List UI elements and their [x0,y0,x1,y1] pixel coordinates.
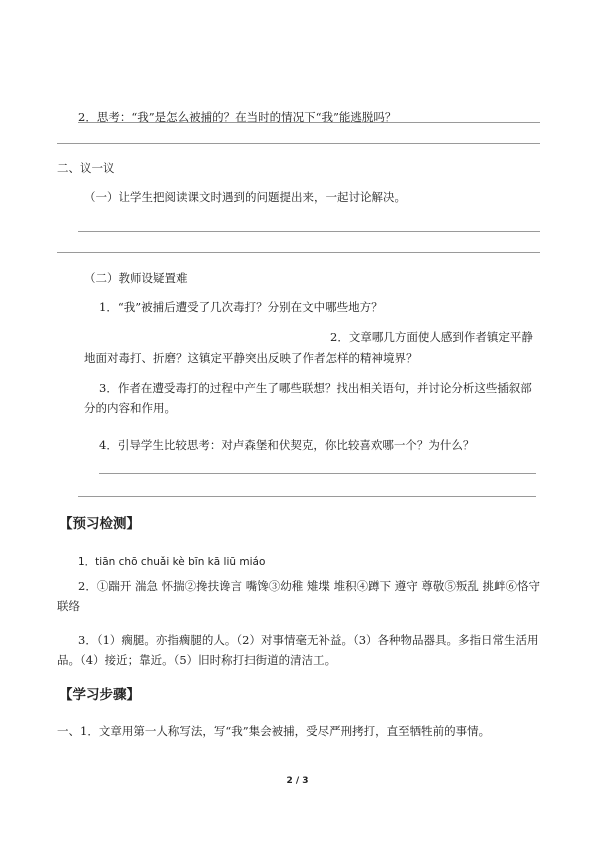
answer-line [78,231,540,232]
discuss-question-2-line2: 地面对毒打、折磨？这镇定平静突出反映了作者怎样的精神境界？ [84,351,418,365]
answer-3-definitions: 3．（1）瘸腿。亦指瘸腿的人。（2）对事情毫无补益。（3）各种物品器具。多指日常生活用品。（4）接近；靠近。（5）旧时称打扫街道的清洁工。 [57,633,539,667]
discuss-part-1: （一）让学生把阅读课文时遇到的问题提出来，一起讨论解决。 [84,190,406,204]
discuss-part-2-title: （二）教师设疑置难 [84,271,188,285]
discuss-question-1: 1．“我”被捕后遭受了几次毒打？分别在文中哪些地方？ [99,300,383,314]
answer-line [57,143,540,144]
section-discuss-title: 二、议一议 [57,161,115,175]
answer-line [78,122,540,123]
page-number: 2 / 3 [286,776,309,786]
answer-line [57,252,540,253]
learning-steps-heading: 【学习步骤】 [59,687,140,703]
answer-2-words: 2．①踹开 湍急 怀揣②搀扶谗言 嘴馋③幼稚 雉堞 堆积④蹲下 遵守 尊敬⑤叛乱 挑衅⑥恪守 联络 [57,579,541,613]
discuss-question-2-line1: 2．文章哪几方面使人感到作者镇定平静 [330,330,533,344]
preview-check-heading: 【预习检测】 [59,516,140,532]
discuss-question-4: 4．引导学生比较思考：对卢森堡和伏契克，你比较喜欢哪一个？为什么？ [99,438,475,452]
answer-line [99,473,536,474]
step-1: 一、1．文章用第一人称写法，写“我”集会被捕，受尽严刑拷打，直至牺牲前的事情。 [57,724,491,738]
discuss-question-3: 3．作者在遭受毒打的过程中产生了哪些联想？找出相关语句，并讨论分析这些插叙部分的内容和作用。 [84,381,532,415]
question-2-think: 2．思考：“我”是怎么被捕的？在当时的情况下“我”能逃脱吗？ [78,110,397,124]
answer-1-pinyin: 1．tiān chō chuǎi kè bīn kā liū miáo [78,556,266,568]
answer-line [78,496,536,497]
